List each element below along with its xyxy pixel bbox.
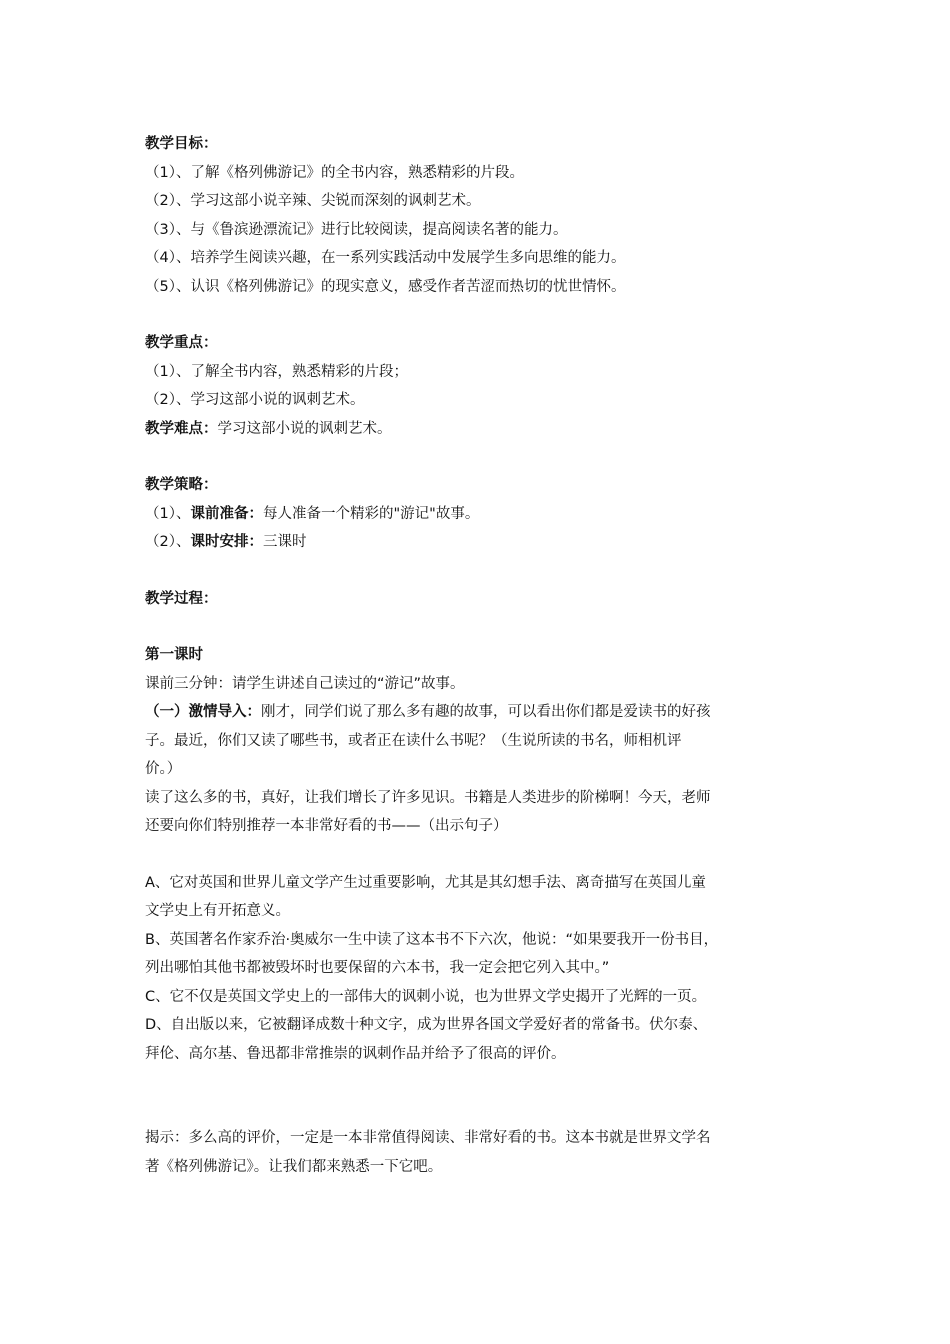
quote-line: 拜伦、高尔基、鲁迅都非常推崇的讽刺作品并给予了很高的评价。 — [145, 1045, 566, 1062]
process-heading: 教学过程： — [145, 590, 218, 607]
key-point-item: （2）、学习这部小说的讽刺艺术。 — [145, 392, 365, 408]
paragraph-line: 读了这么多的书，真好，让我们增长了许多见识。书籍是人类进步的阶梯啊！今天，老师 — [145, 789, 711, 806]
objectives-heading: 教学目标： — [145, 136, 218, 152]
difficulty-text: 学习这部小说的讽刺艺术。 — [217, 420, 392, 437]
quote-line: 列出哪怕其他书都被毁坏时也要保留的六本书，我一定会把它列入其中。” — [145, 960, 610, 976]
key-point-item: （1）、了解全书内容，熟悉精彩的片段； — [145, 363, 408, 380]
reveal-line: 著《格列佛游记》。让我们都来熟悉一下它吧。 — [145, 1158, 443, 1175]
strategy-label: 课时安排： — [190, 534, 263, 550]
intro-label: （一）激情导入： — [145, 704, 261, 720]
quote-line: B、英国著名作家乔治·奥威尔一生中读了这本书不下六次，他说：“如果要我开一份书目， — [145, 931, 719, 948]
objective-item: （3）、与《鲁滨逊漂流记》进行比较阅读，提高阅读名著的能力。 — [145, 221, 568, 238]
reveal-line: 揭示：多么高的评价，一定是一本非常值得阅读、非常好看的书。这本书就是世界文学名 — [145, 1130, 711, 1146]
lesson1-heading: 第一课时 — [145, 647, 203, 663]
strategy-prefix: （2）、 — [145, 534, 191, 550]
strategy-prefix: （1）、 — [145, 505, 191, 522]
strategy-text: 每人准备一个精彩的"游记"故事。 — [262, 505, 480, 522]
strategy-heading: 教学策略： — [145, 477, 218, 493]
intro-line — [145, 698, 810, 727]
pre-class-text: 课前三分钟：请学生讲述自己读过的“游记”故事。 — [145, 675, 465, 692]
strategy-item — [145, 500, 810, 529]
document-page — [145, 130, 810, 1181]
quote-line: D、自出版以来，它被翻译成数十种文字，成为世界各国文学爱好者的常备书。伏尔泰、 — [145, 1017, 708, 1033]
intro-text: 刚才，同学们说了那么多有趣的故事，可以看出你们都是爱读书的好孩 — [261, 704, 711, 720]
objective-item: （4）、培养学生阅读兴趣，在一系列实践活动中发展学生多向思维的能力。 — [145, 250, 626, 266]
intro-line: 子。最近，你们又读了哪些书，或者正在读什么书呢？（生说所读的书名，师相机评 — [145, 732, 682, 749]
strategy-label: 课前准备： — [190, 505, 263, 522]
key-points-heading: 教学重点： — [145, 335, 218, 351]
quote-line: C、它不仅是英国文学史上的一部伟大的讽刺小说，也为世界文学史揭开了光辉的一页。 — [145, 988, 707, 1005]
objective-item: （5）、认识《格列佛游记》的现实意义，感受作者苦涩而热切的忧世情怀。 — [145, 278, 626, 295]
objective-item: （2）、学习这部小说辛辣、尖锐而深刻的讽刺艺术。 — [145, 193, 481, 209]
difficulty-heading: 教学难点： — [145, 420, 218, 437]
intro-line: 价。） — [145, 761, 182, 777]
quote-line: 文学史上有开拓意义。 — [145, 903, 290, 919]
difficulty-line — [145, 415, 810, 444]
strategy-item — [145, 528, 810, 557]
objective-item: （1）、了解《格列佛游记》的全书内容，熟悉精彩的片段。 — [145, 164, 524, 181]
quote-line: A、它对英国和世界儿童文学产生过重要影响，尤其是其幻想手法、离奇描写在英国儿童 — [145, 874, 706, 891]
strategy-text: 三课时 — [262, 534, 307, 550]
paragraph-line: 还要向你们特别推荐一本非常好看的书——（出示句子） — [145, 818, 508, 834]
